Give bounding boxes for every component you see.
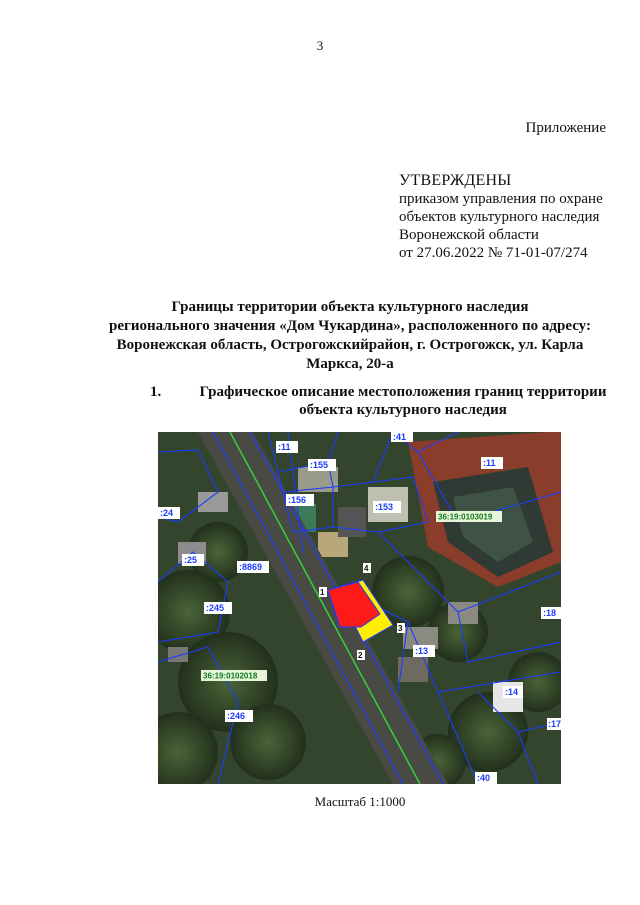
approval-block: [399, 172, 603, 262]
parcel-label: :13: [415, 646, 429, 656]
quarter-label: 36:19:0102018: [203, 671, 258, 681]
section-title-line: Графическое описание местоположения границ территории: [199, 384, 607, 400]
parcel-label: :11: [278, 442, 291, 452]
parcel-label: :18: [543, 608, 557, 618]
parcel-label: :153: [375, 502, 394, 512]
parcel-label: :25: [184, 555, 198, 565]
parcel-label: :11: [483, 458, 496, 468]
parcel-label: :155: [310, 460, 329, 470]
approval-line: приказом управления по охране: [399, 191, 603, 207]
map-scale: Масштаб 1:1000: [314, 794, 406, 809]
section-number: 1.: [150, 384, 162, 400]
boundary-point-4: 4: [364, 564, 369, 573]
boundary-point-2: 2: [358, 651, 363, 660]
parcel-label: :8869: [239, 562, 263, 572]
title-line: регионального значения «Дом Чукардина», расположенного по адресу:: [109, 318, 591, 334]
parcel-label: :246: [227, 711, 246, 721]
page-number: 3: [316, 38, 324, 53]
parcel-label: :24: [160, 508, 174, 518]
parcel-label: :14: [505, 687, 519, 697]
document-title: [100, 298, 600, 374]
title-line: Границы территории объекта культурного наследия: [171, 299, 529, 315]
cadastral-map: [158, 432, 561, 784]
parcel-label: :156: [288, 495, 307, 505]
quarter-label: 36:19:0103019: [438, 512, 493, 522]
appendix-label: Приложение: [525, 120, 606, 136]
boundary-point-1: 1: [320, 588, 325, 597]
section-title-line: объекта культурного наследия: [299, 402, 507, 418]
title-line: Маркса, 20-а: [306, 356, 394, 372]
approval-date-number: от 27.06.2022 № 71-01-07/274: [399, 245, 588, 261]
parcel-label: :245: [206, 603, 225, 613]
approval-line: объектов культурного наследия: [399, 209, 600, 225]
parcel-label: :41: [393, 432, 407, 442]
title-line: Воронежская область, Острогожскийрайон, г. Острогожск, ул. Карла: [116, 337, 584, 353]
boundary-point-3: 3: [398, 624, 403, 633]
approval-line: Воронежской области: [399, 227, 539, 243]
approval-heading: УТВЕРЖДЕНЫ: [399, 172, 512, 189]
parcel-label: :40: [477, 773, 491, 783]
parcel-label: :17: [548, 719, 561, 729]
